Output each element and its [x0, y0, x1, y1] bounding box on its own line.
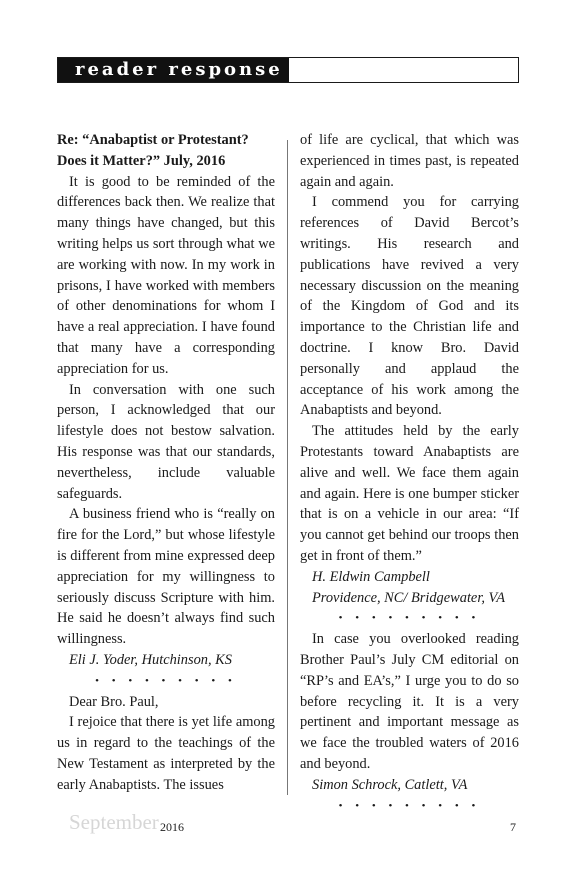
separator-dots: • • • • • • • • •	[95, 674, 237, 687]
section-header	[57, 57, 519, 83]
paragraph: In case you overlooked reading Brother Paul’s July CM editorial on “RP’s and EA’s,” I urge you to do so before recycling it. It is a very pertinent and important message as we face the troubled waters of 2016 and beyond.	[300, 631, 519, 772]
salutation: Dear Bro. Paul,	[69, 693, 159, 710]
letter-signature: Simon Schrock, Catlett, VA	[312, 776, 468, 793]
letter-signature-place: Providence, NC/ Bridgewater, VA	[312, 589, 506, 606]
paragraph-continued: of life are cyclical, that which was experienced in times past, is repeated again and again.	[300, 132, 519, 190]
paragraph: In conversation with one such person, I acknowledged that our lifestyle does not bestow salvation. His response was that our standards, nevertheless, include valuable safeguards.	[57, 381, 275, 502]
footer-month: September	[69, 810, 159, 834]
separator-dots: • • • • • • • • •	[338, 612, 481, 625]
letter-signature: Eli J. Yoder, Hutchinson, KS	[69, 651, 232, 668]
letter-signature-name: H. Eldwin Campbell	[312, 568, 430, 585]
paragraph: I commend you for carrying references of David Bercot’s writings. His research and publications have revived a very necessary discussion on the meaning of the Kingdom of God and its importance to the Christian life and doctrine. I know Bro. David personally and applaud the acceptance of his work among the Anabaptists and beyond.	[300, 194, 519, 419]
column-divider	[287, 140, 288, 795]
paragraph: It is good to be reminded of the differences back then. We realize that many things have changed, but this writing helps us sort through what we are working with now. In my work in prisons, I have worked with members of other denominations for whom I have a real appreciation. I have found that many have a corresponding appreciation for us.	[57, 173, 275, 377]
separator-dots: • • • • • • • • •	[338, 799, 481, 812]
footer-year: 2016	[160, 820, 184, 834]
right-column	[300, 130, 519, 816]
paragraph: A business friend who is “really on fire for the Lord,” but whose lifestyle is different from mine expressed deep appreciation for my willingness to seriously discuss Scripture with him. He said he doesn’t always find such willingness.	[57, 506, 275, 648]
left-column	[57, 130, 275, 796]
page-number: 7	[510, 820, 516, 834]
section-title: reader response	[58, 58, 289, 82]
article-reference-heading: Re: “Anabaptist or Protestant? Does it Matter?” July, 2016	[57, 132, 249, 169]
paragraph: I rejoice that there is yet life among us in regard to the teachings of the New Testament as interpreted by the early Anabaptists. The issues	[57, 714, 275, 793]
paragraph: The attitudes held by the early Protestants toward Anabaptists are alive and well. We face them again and again. Here is one bumper sticker that is on a vehicle in our area: “If you cannot get behind our troops then get in front of them.”	[300, 423, 519, 564]
